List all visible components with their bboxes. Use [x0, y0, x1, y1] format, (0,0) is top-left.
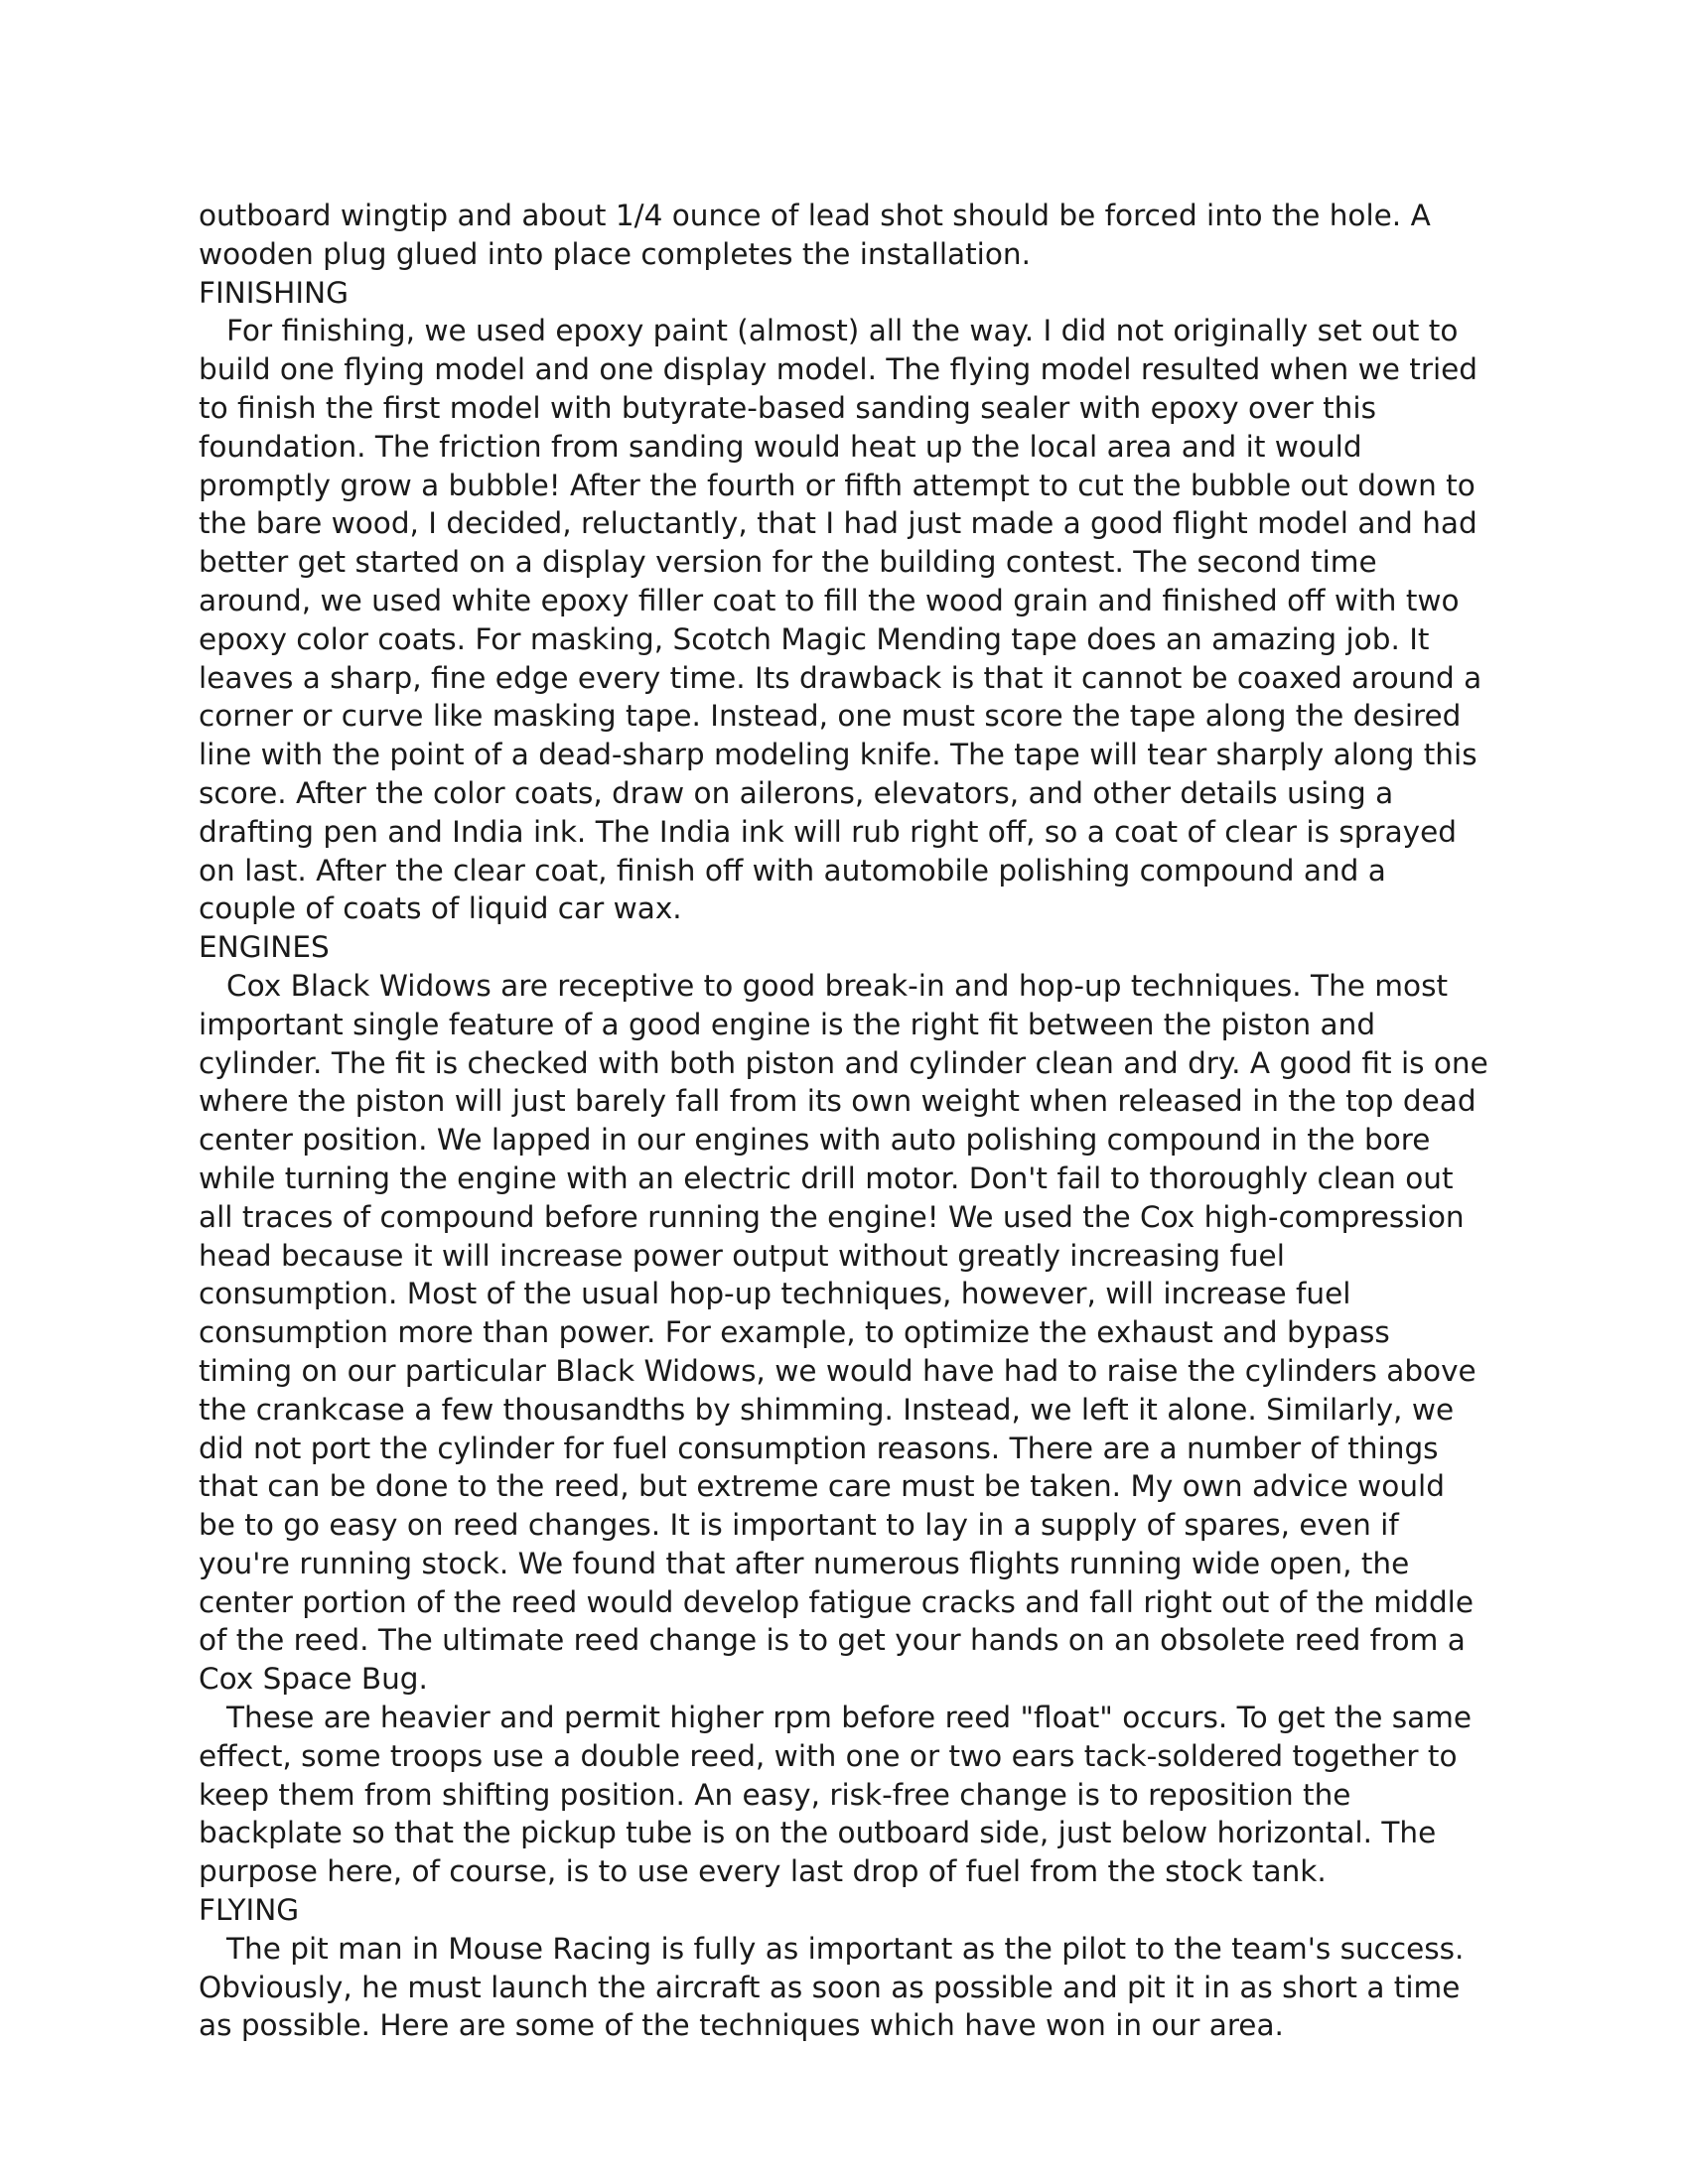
paragraph-finishing: For finishing, we used epoxy paint (almost) all the way. I did not originally set out to build one flying model and one display model. The flying model resulted when we tried to finish the first model with butyrate-based sanding sealer with epoxy over this foundation. The friction from sanding would heat up the local area and it would promptly grow a bubble! After the fourth or fifth attempt to cut the bubble out down to the bare wood, I decided, reluctantly, that I had just made a good flight model and had better get started on a display version for the building contest. The second time around, we used white epoxy filler coat to fill the wood grain and finished off with two epoxy color coats. For masking, Scotch Magic Mending tape does an amazing job. It leaves a sharp, fine edge every time. Its drawback is that it cannot be coaxed around a corner or curve like masking tape. Instead, one must score the tape along the desired line with the point of a dead-sharp modeling knife. The tape will tear sharply along this score. After the color coats, draw on ailerons, elevators, and other details using a drafting pen and India ink. The India ink will rub right off, so a coat of clear is sprayed on last. After the clear coat, finish off with automobile polishing compound and a couple of coats of liquid car wax. — [199, 314, 1482, 926]
section-heading-finishing: FINISHING — [199, 275, 349, 310]
paragraph-engines: Cox Black Widows are receptive to good break-in and hop-up techniques. The most important single feature of a good engine is the right fit between the piston and cylinder. The fit is checked with both piston and cylinder clean and dry. A good fit is one where the piston will just barely fall from its own weight when released in the top dead center position. We lapped in our engines with auto polishing compound in the bore while turning the engine with an electric drill motor. Don't fail to thoroughly clean out all traces of compound before running the engine! We used the Cox high-compression head because it will increase power output without greatly increasing fuel consumption. Most of the usual hop-up techniques, however, will increase fuel consumption more than power. For example, to optimize the exhaust and bypass timing on our particular Black Widows, we would have had to raise the cylinders above the crankcase a few thousandths by shimming. Instead, we left it alone. Similarly, we did not port the cylinder for fuel consumption reasons. There are a number of things that can be done to the reed, but extreme care must be taken. My own advice would be to go easy on reed changes. It is important to lay in a supply of spares, even if you're running stock. We found that after numerous flights running wide open, the center portion of the reed would develop fatigue cracks and fall right out of the middle of the reed. The ultimate reed change is to get your hands on an obsolete reed from a Cox Space Bug. — [199, 968, 1488, 1697]
section-heading-engines: ENGINES — [199, 930, 330, 965]
paragraph-reeds: These are heavier and permit higher rpm before reed "float" occurs. To get the same effect, some troops use a double reed, with one or two ears tack-soldered together to keep them from shifting position. An easy, risk-free change is to reposition the backplate so that the pickup tube is on the outboard side, just below horizontal. The purpose here, of course, is to use every last drop of fuel from the stock tank. — [199, 1701, 1473, 1889]
document-page — [199, 197, 1489, 2045]
paragraph-installation-continuation: outboard wingtip and about 1/4 ounce of lead shot should be forced into the hole. A wooden plug glued into place completes the installation. — [199, 199, 1431, 271]
paragraph-flying: The pit man in Mouse Racing is fully as important as the pilot to the team's success. Obviously, he must launch the aircraft as soon as possible and pit it in as short a time as possible. Here are some of the techniques which have won in our area. — [199, 1931, 1465, 2043]
section-heading-flying: FLYING — [199, 1893, 300, 1928]
